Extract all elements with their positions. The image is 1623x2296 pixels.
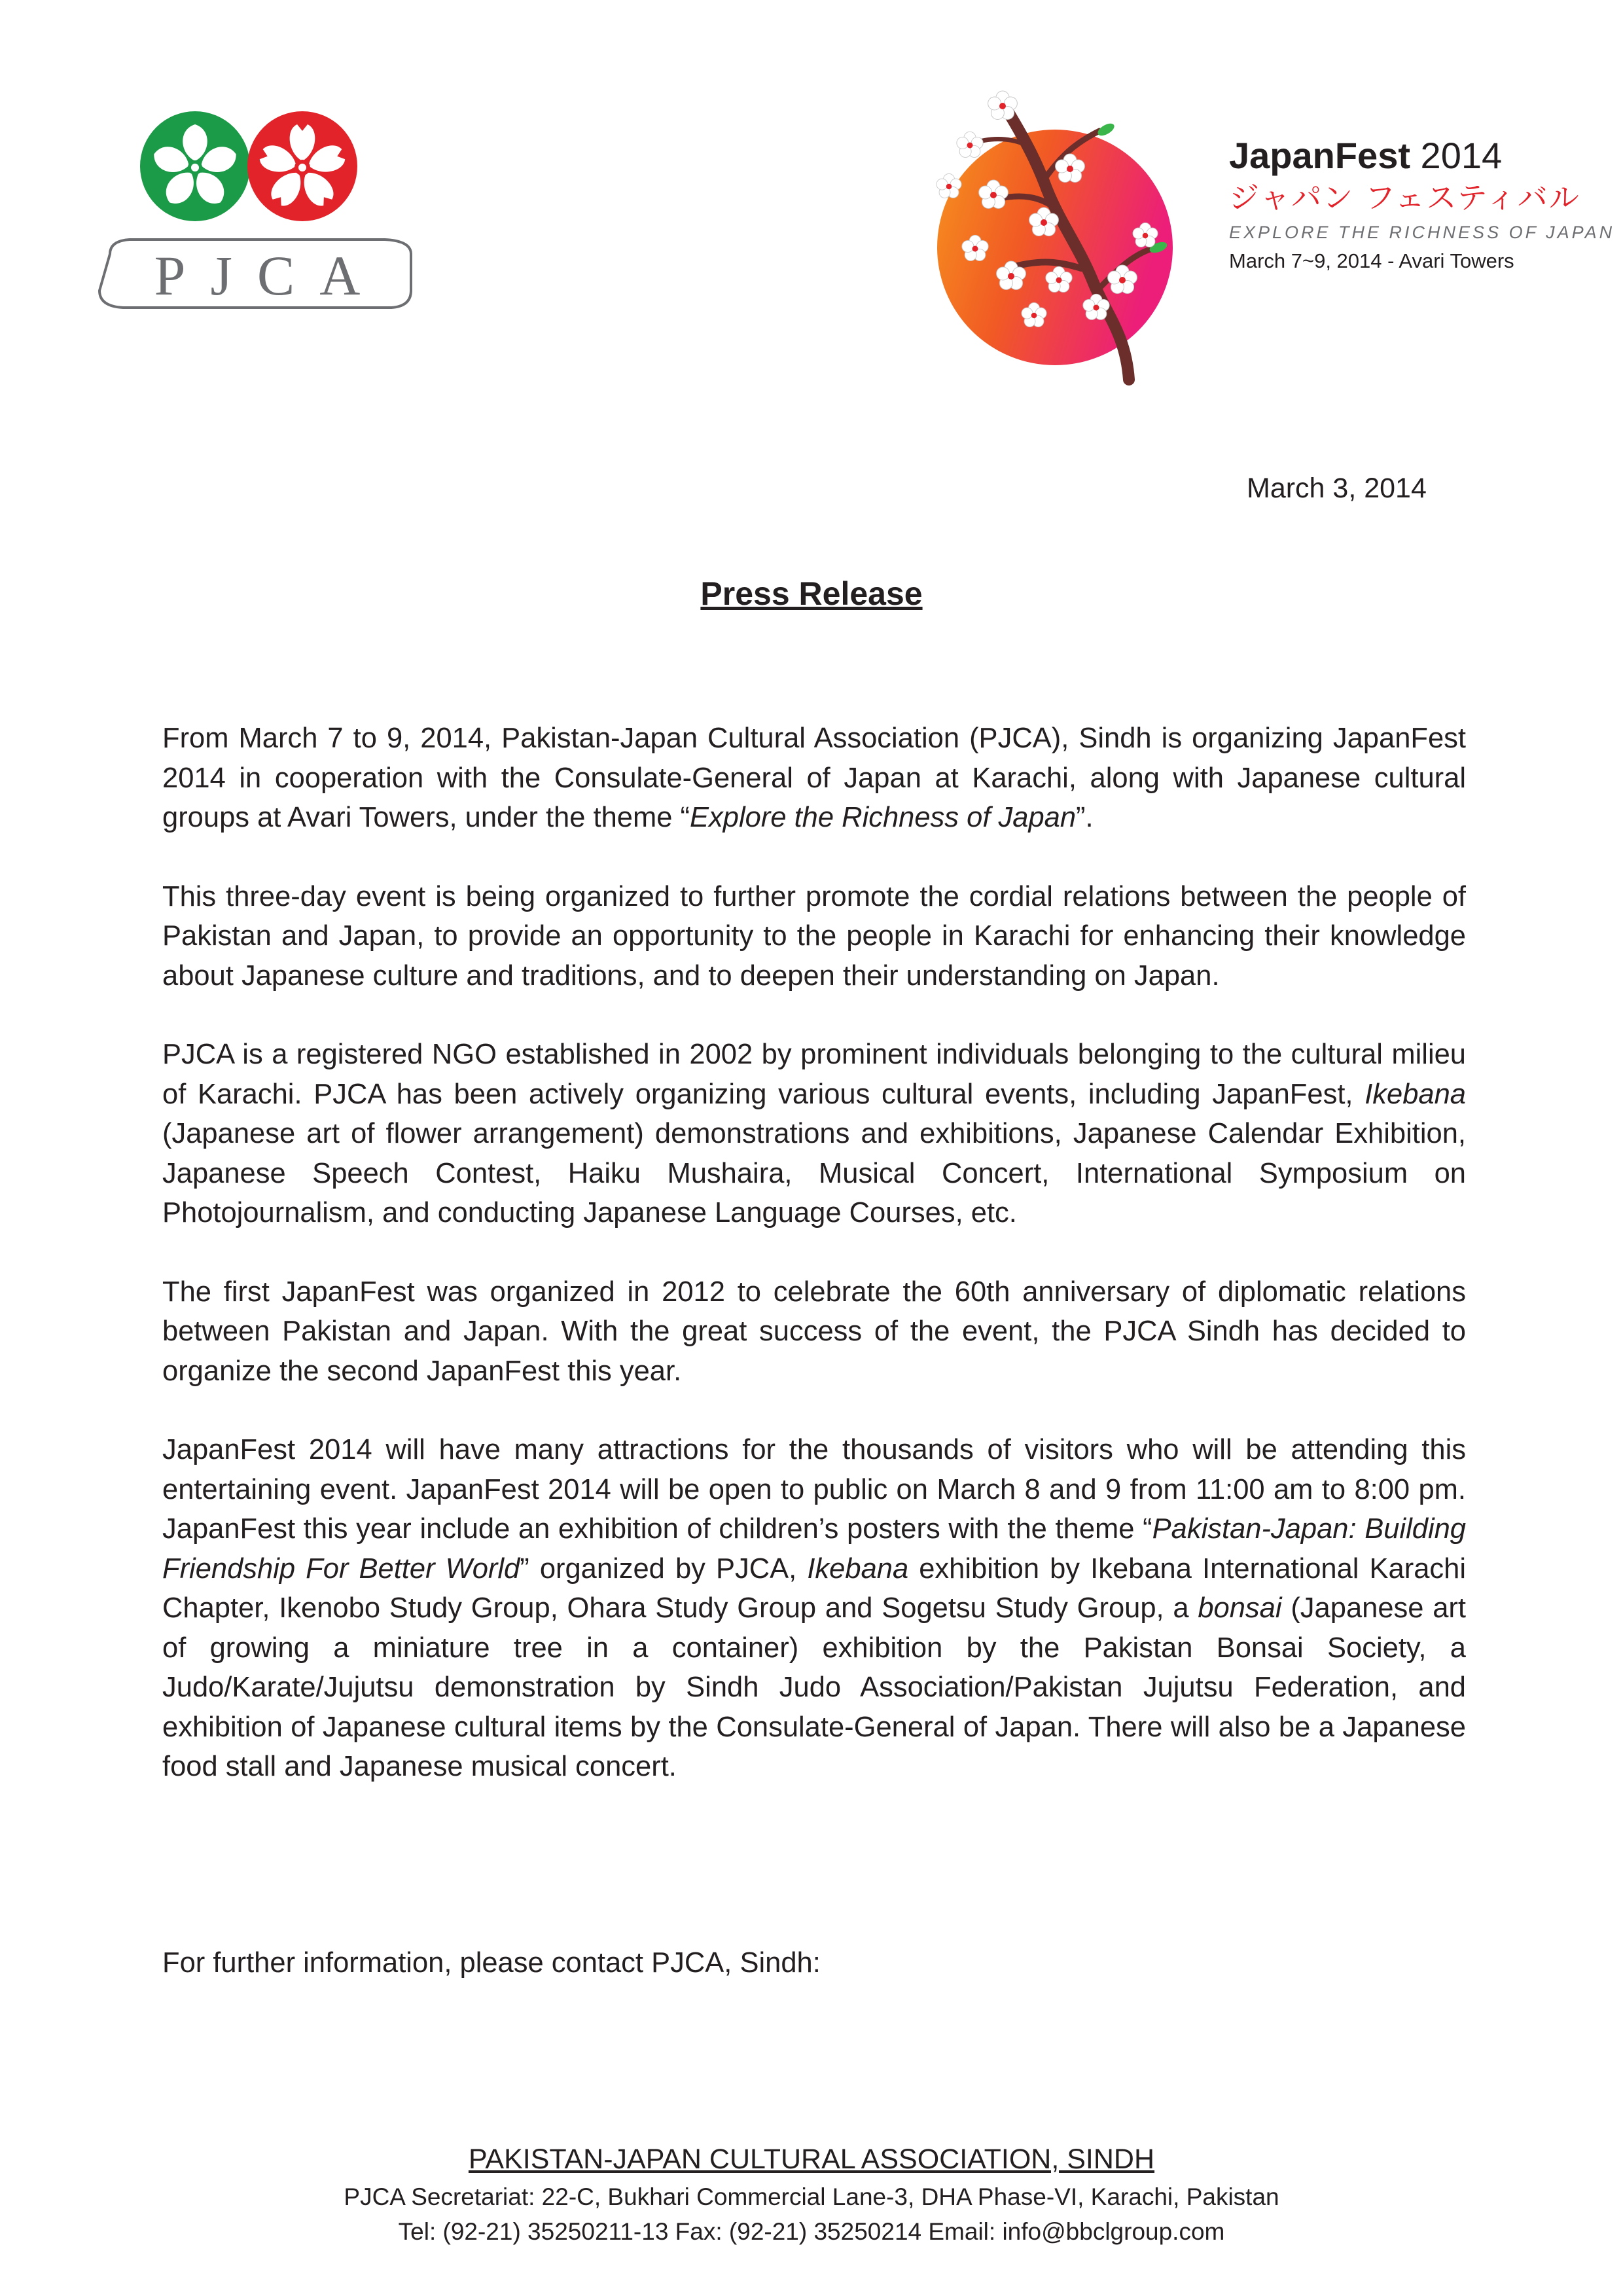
japanfest-title-year: 2014	[1410, 135, 1503, 176]
release-date: March 3, 2014	[1247, 473, 1427, 504]
footer-organization: PAKISTAN-JAPAN CULTURAL ASSOCIATION, SINDH	[468, 2144, 1155, 2175]
paragraph-purpose: This three-day event is being organized to further promote the cordial relations between the people of Pakistan and Japan, to provide an opportunity to the people in Karachi for enhancing their knowledge about Japanese culture and traditions, and to deepen their understanding on Japan.	[162, 880, 1466, 992]
japanfest-title-name: JapanFest	[1229, 135, 1410, 176]
paragraph-text: ”.	[1076, 802, 1094, 833]
pjca-logo-text: PJCA	[154, 244, 385, 307]
paragraph-text: (Japanese art of growing a miniature tree in a container) exhibition by the Pakistan Bonsai Society, a Judo/Karate/Jujutsu demonstration by Sindh Judo Association/Pakistan Jujutsu Federation, and exhibition of Japanese cultural items by the Consulate-General of Japan. There will also be a Japanese food stall and Japanese musical concert.	[162, 1592, 1466, 1782]
paragraph-attractions	[162, 1430, 1466, 1787]
paragraph-text: From March 7 to 9, 2014, Pakistan-Japan Cultural Association (PJCA), Sindh is organizing JapanFest 2014 in cooperation with the Consulate-General of Japan at Karachi, along with Japanese cultural groups at Avari Towers, under the theme “	[162, 723, 1466, 833]
paragraph-history: The first JapanFest was organized in 2012 to celebrate the 60th anniversary of diplomatic relations between Pakistan and Japan. With the great success of the event, the PJCA Sindh has decided to organize the second JapanFest this year.	[162, 1276, 1466, 1387]
paragraph-text: exhibition by Ikebana International Karachi Chapter, Ikenobo Study Group, Ohara Study Group and Sogetsu Study Group, a	[162, 1552, 1467, 1624]
cherry-blossom-sun-icon	[910, 72, 1198, 386]
footer-address: PJCA Secretariat: 22-C, Bukhari Commercial Lane-3, DHA Phase-VI, Karachi, Pakistan	[344, 2183, 1279, 2210]
pjca-logo	[84, 110, 431, 332]
ikebana-emphasis: Ikebana	[1364, 1078, 1466, 1110]
japanfest-wordmark	[1229, 134, 1615, 276]
paragraph-intro	[162, 719, 1466, 838]
paragraph-text: (Japanese art of flower arrangement) demonstrations and exhibitions, Japanese Calendar Exhibition, Japanese Speech Contest, Haiku Mushaira, Musical Concert, International Symposium on Photojournalism, and conducting Japanese Language Courses, etc.	[162, 1118, 1466, 1229]
japanfest-title	[1229, 134, 1596, 177]
paragraph-text: JapanFest 2014 will have many attractions for the thousands of visitors who will be attending this entertaining event. JapanFest 2014 will be open to public on March 8 and 9 from 11:00 am to 8:00 pm. JapanFest this year include an exhibition of children’s posters with the theme “	[162, 1434, 1466, 1545]
japanfest-emblem	[910, 72, 1198, 386]
japanfest-dates: March 7~9, 2014 - Avari Towers	[1229, 249, 1514, 272]
paragraph-about-pjca	[162, 1035, 1466, 1233]
ikebana-emphasis: Ikebana	[807, 1552, 909, 1585]
paragraph-text: ” organized by PJCA,	[520, 1552, 808, 1585]
theme-emphasis: Explore the Richness of Japan	[690, 802, 1077, 833]
footer-contacts: Tel: (92-21) 35250211-13 Fax: (92-21) 35250214 Email: info@bbclgroup.com	[398, 2218, 1225, 2245]
japanfest-japanese-title: ジャパン フェスティバル	[1229, 180, 1580, 215]
paragraph-text: PJCA is a registered NGO established in 2002 by prominent individuals belonging to the cultural milieu of Karachi. PJCA has been actively organizing various cultural events, including JapanFest,	[162, 1039, 1466, 1110]
japanfest-tagline: EXPLORE THE RICHNESS OF JAPAN	[1229, 223, 1615, 242]
page-title: Press Release	[700, 575, 923, 612]
footer	[0, 2139, 1623, 2249]
contact-line: For further information, please contact PJCA, Sindh:	[162, 1947, 821, 1979]
poster-theme-emphasis: Pakistan-Japan: Building Friendship For Better World	[162, 1513, 1466, 1585]
bonsai-emphasis: bonsai	[1198, 1592, 1282, 1624]
press-release-body	[162, 719, 1466, 1787]
